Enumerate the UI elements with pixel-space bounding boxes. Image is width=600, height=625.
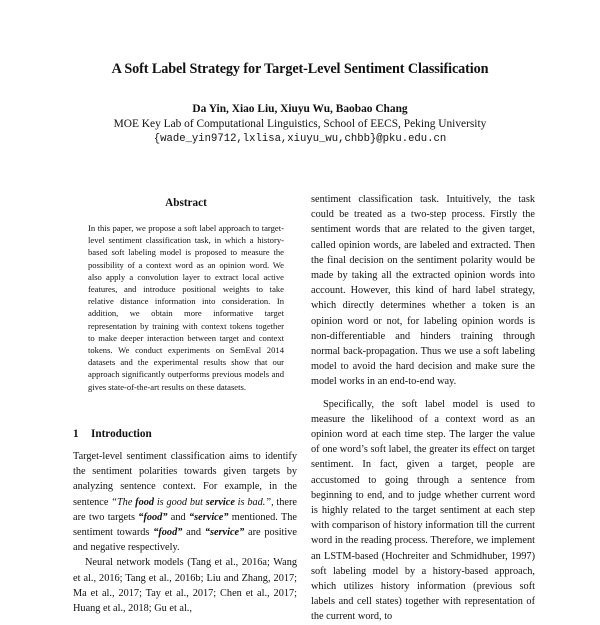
intro-paragraph-1: Target-level sentiment classification aims to identify the sentiment polarities towards given targets by analyzing sentence context. For example, in the sentence “The food is good but service is bad.”, there are two targets “food” and “service” mentioned. The sentiment towards “food” and “service” are positive and negative respectively. [73,451,298,554]
abstract-body: In this paper, we propose a soft label approach to target-level sentiment classification task, in which a history-based soft labeling model is proposed to measure the possibility of a context word as an opinion word. We also apply a convolution layer to extract local active features, and introduce positional weights to take relative distance information into consideration. In addition, we obtain more informative target representation by training with context tokens together to make deeper interaction between target and context tokens. We conduct experiments on SemEval 2014 datasets and the experimental results show that our approach significantly outperforms previous models and gives state-of-the-art results on these datasets. [88,223,284,392]
right-paragraph-1: sentiment classification task. Intuitively, the task could be treated as a two-step process. Firstly the sentiment words that are related to the given target, called opinion words, are labeled and extracted. Then the final decision on the sentiment polarity would be made by taking all the extracted opinion words into account. However, this kind of hard label strategy, which directly determines whether a token is an opinion word or not, for labeling opinion words is non-differentiable and hinders training through normal back-propagation. Thus we use a soft labeling model to avoid the hard decision and make sure the model works in an end-to-end way. [311,194,535,388]
section-number: 1 [73,428,79,440]
author-emails: {wade_yin9712,lxlisa,xiuyu_wu,chbb}@pku.edu.cn [153,133,447,145]
paper-title: A Soft Label Strategy for Target-Level Sentiment Classification [111,61,489,77]
affiliation: MOE Key Lab of Computational Linguistics, School of EECS, Peking University [113,118,487,130]
introduction-heading [73,428,152,440]
intro-paragraph-2: Neural network models (Tang et al., 2016a; Wang et al., 2016; Tang et al., 2016b; Liu and Zhang, 2017; Ma et al., 2017; Tay et al., 2017; Chen et al., 2017; Huang et al., 2018; Gu et al., [73,557,297,615]
example-sentence: “The food is good but service is bad.” [111,496,272,508]
abstract-heading: Abstract [165,197,207,209]
right-paragraph-2: Specifically, the soft label model is used to measure the likelihood of a context word as an opinion word at each time step. The larger the value of one word’s soft label, the greater its effect on target sentiment. In fact, given a target, people are accustomed to going through a sentence from beginning to end, and to judge whether current word is highly related to the target sentiment at each step with comparison of history information till the current word in the reading process. Therefore, we implement an LSTM-based (Hochreiter and Schmidhuber, 1997) soft labeling model by a history-based approach, which utilizes history information (previous soft labels and cell states) together with representation of the current word, to [311,398,535,623]
section-title: Introduction [91,428,152,440]
author-list: Da Yin, Xiao Liu, Xiuyu Wu, Baobao Chang [192,103,408,115]
right-column-text [311,192,535,625]
left-column-text [73,449,297,616]
